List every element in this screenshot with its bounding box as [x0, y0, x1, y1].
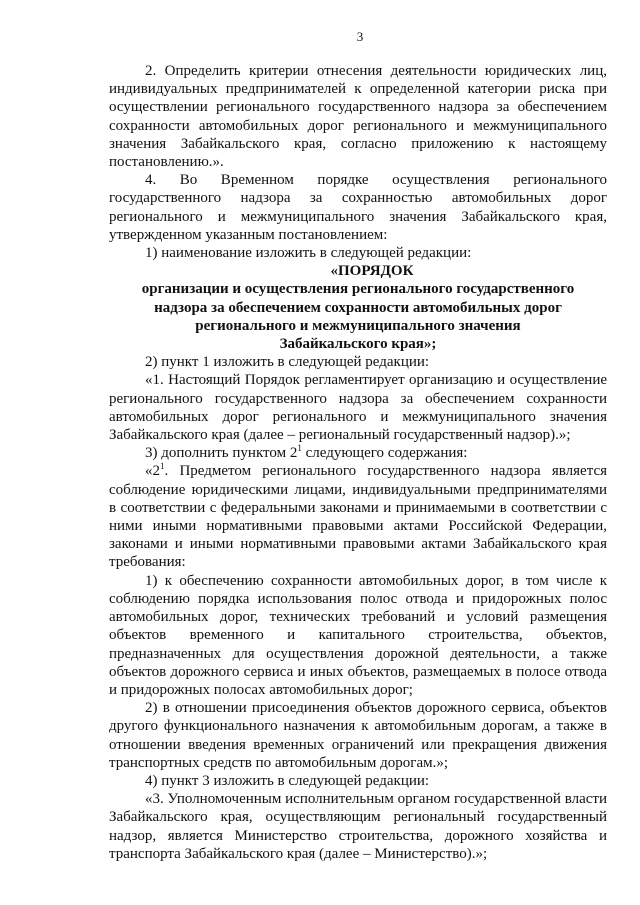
paragraph-point-2-1: [109, 462, 607, 571]
paragraph-subitem-2: 2) в отношении присоединения объектов дорожного сервиса, объектов другого функционального назначения к автомобильным дорогам, а также в отношении введения временных ограничений или прекращения движения транспортных средств по автомобильным дорогам.»;: [109, 700, 607, 771]
order-title-line: надзора за обеспечением сохранности автомобильных дорог: [154, 299, 562, 316]
point21-text: . Предметом регионального государственного надзора является соблюдение юридическими лицами, индивидуальными предпринимателями в соответствии с федеральными законами и принимаемыми в соответствии с ними иными нормативными правовыми актами Российской Федерации, законами и иными нормативными правовыми актами Забайкальского края требования:: [109, 463, 607, 571]
order-title: [109, 262, 607, 353]
paragraph-point-1: «1. Настоящий Порядок регламентирует организацию и осуществление регионального государственного надзора за обеспечением сохранности автомобильных дорог регионального и межмуниципального значения Забайкальского края (далее – региональный государственный надзор).»;: [109, 372, 607, 444]
order-title-line: организации и осуществления регионального государственного: [141, 281, 575, 298]
order-title-line: Забайкальского края»;: [279, 336, 437, 353]
document-page: [109, 28, 607, 863]
page-number: 3: [356, 29, 364, 44]
paragraph-temporary-order: 4. Во Временном порядке осуществления регионального государственного надзора за сохранностью автомобильных дорог регионального и межмуниципального значения Забайкальского края, утвержденном указанным постановлением:: [109, 172, 607, 243]
paragraph-item-2: 2) пункт 1 изложить в следующей редакции:: [145, 354, 430, 371]
paragraph-subitem-1: 1) к обеспечению сохранности автомобильных дорог, в том числе к соблюдению порядка использования полос отвода и придорожных полос автомобильных дорог, технических требований и условий размещения объектов временного и капитального строительства, объектов, предназначенных для осуществления дорожной деятельности, а также объектов дорожного сервиса и иных объектов, размещаемых в полосе отвода и придорожных полосах автомобильных дорог;: [109, 572, 607, 698]
paragraph-point-3: «3. Уполномоченным исполнительным органом государственной власти Забайкальского края, осуществляющим региональный государственный надзор, является Министерство строительства, дорожного хозяйства и транспорта Забайкальского края (далее – Министерство).»;: [109, 791, 607, 862]
paragraph-criteria: 2. Определить критерии отнесения деятельности юридических лиц, индивидуальных предпринимателей к определенной категории риска при осуществлении регионального государственного надзора за обеспечением сохранности автомобильных дорог регионального и межмуниципального значения Забайкальского края, согласно приложению к настоящему постановлению.».: [109, 63, 607, 171]
order-title-line: регионального и межмуниципального значения: [195, 317, 521, 334]
paragraph-item-4: 4) пункт 3 изложить в следующей редакции:: [145, 772, 430, 789]
item3-text-after: следующего содержания:: [301, 445, 468, 462]
point21-superscript: 1: [160, 461, 165, 472]
order-title-line: «ПОРЯДОК: [330, 263, 414, 280]
point21-number: «2: [145, 463, 160, 480]
item3-superscript: 1: [297, 443, 302, 454]
paragraph-item-3: [109, 444, 607, 462]
paragraph-item-1: 1) наименование изложить в следующей редакции:: [145, 245, 472, 262]
item3-text: 3) дополнить пунктом 2: [145, 445, 298, 462]
